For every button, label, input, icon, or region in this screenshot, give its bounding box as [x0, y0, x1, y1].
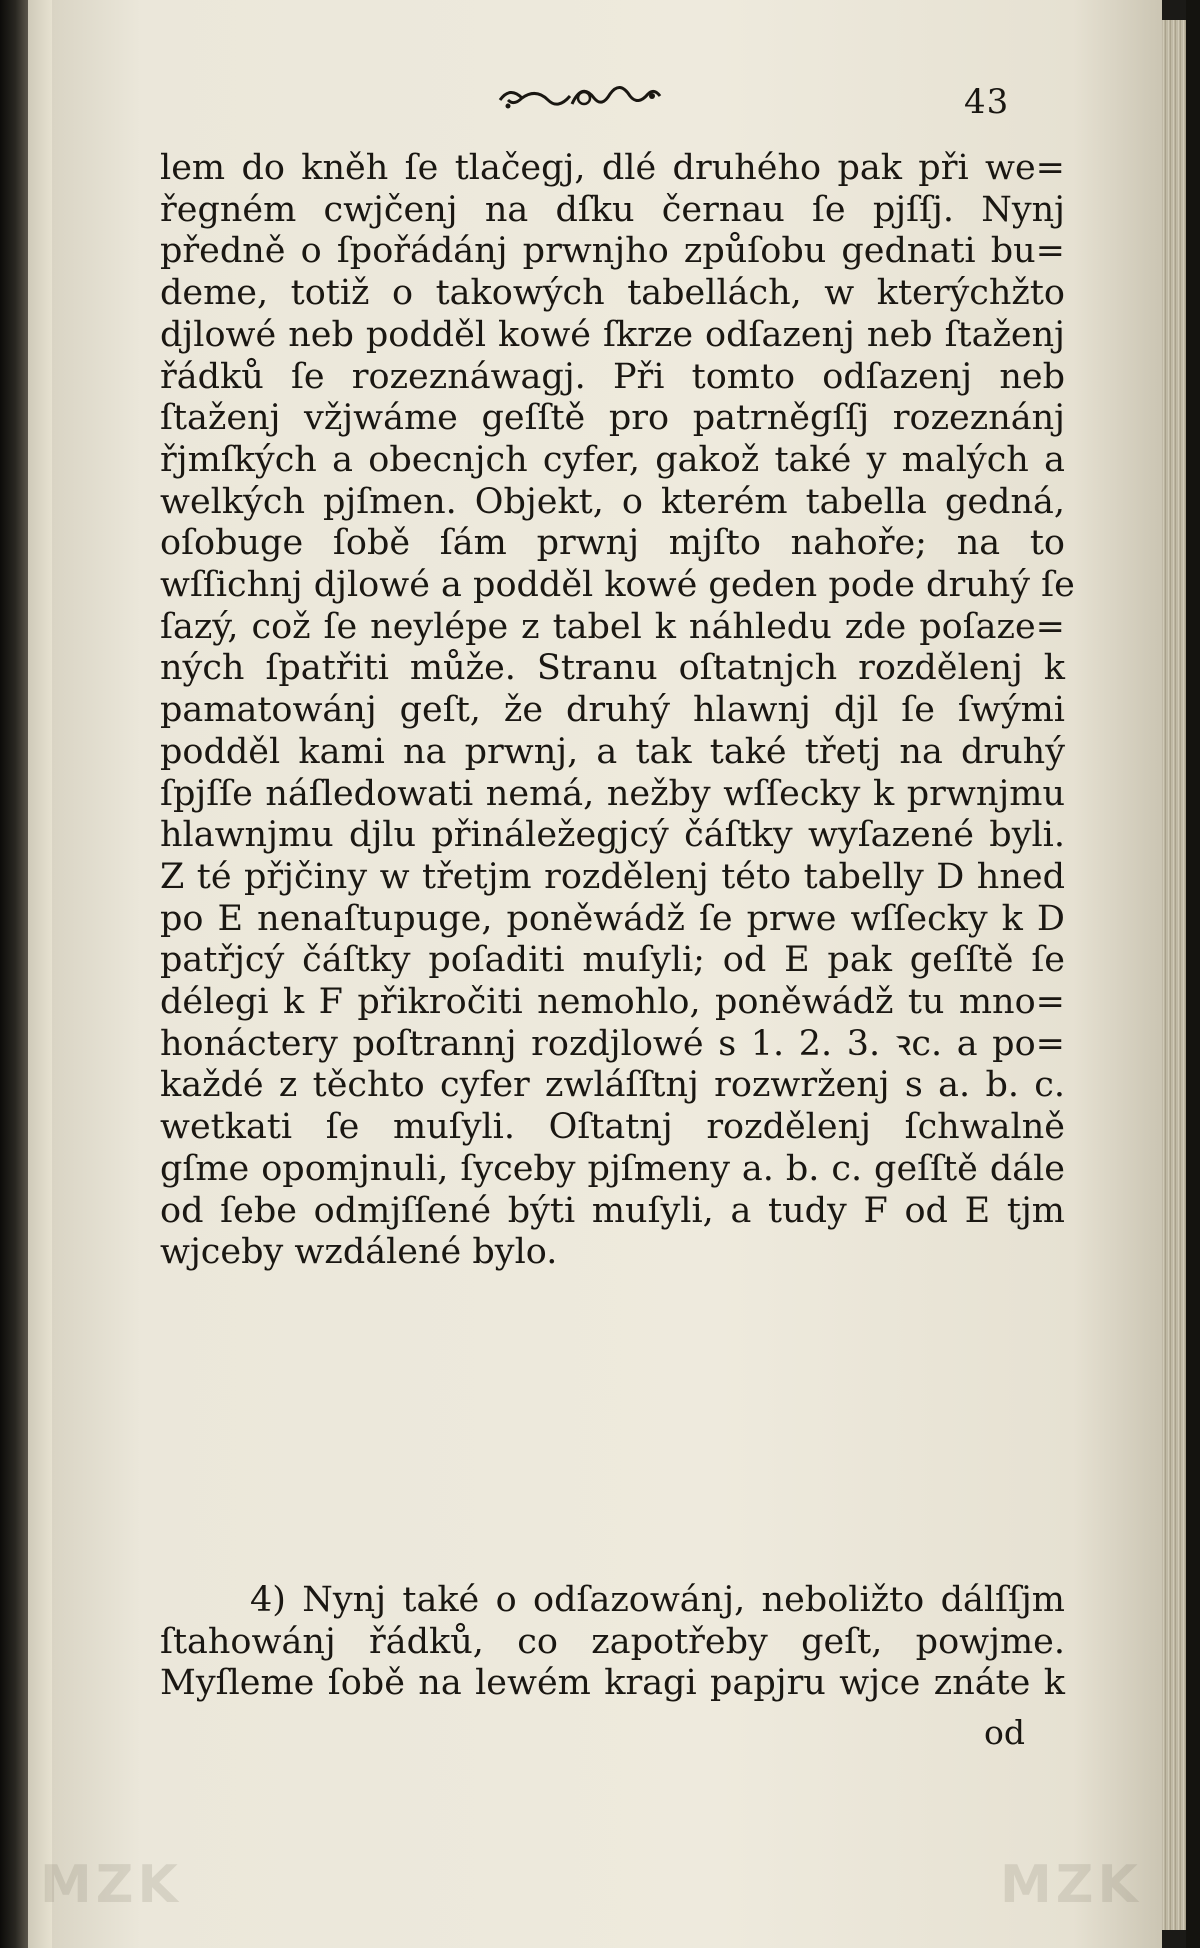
text-line: deme, totiž o takowých tabellách, w kterýchžto — [160, 273, 1065, 314]
text-line: honáctery poſtrannj rozdjlowé s 1. 2. 3. ꝛc. a po= — [160, 1023, 1065, 1064]
text-line: předně o ſpořádánj prwnjho způſobu gednati bu= — [160, 231, 1065, 272]
main-paragraph — [160, 148, 1075, 1274]
text-line: 4) Nynj také o odſazowánj, neboližto dálſſjm — [250, 1580, 1065, 1620]
book-spine-shadow — [0, 0, 28, 1948]
page-header — [152, 78, 1052, 128]
text-line: po E nenaſtupuge, poněwádž ſe prwe wſſecky k D — [160, 898, 1065, 939]
text-line: řádků ſe rozeznáwagj. Při tomto odſazenj neb — [160, 356, 1065, 397]
text-line: patřjcý čáſtky poſaditi muſyli; od E pak geſſtě ſe — [160, 940, 1065, 981]
text-line: Myſleme ſobě na lewém kragi papjru wjce znáte k — [160, 1663, 1065, 1704]
text-line: řjmſkých a obecnjch cyfer, gakož také y malých a — [160, 439, 1065, 480]
ornament-icon — [492, 82, 672, 118]
text-line: hlawnjmu djlu přináležegjcý čáſtky wyſazené byli. — [160, 815, 1065, 856]
text-line: welkých pjſmen. Objekt, o kterém tabella gedná, — [160, 481, 1065, 522]
text-line: pamatowánj geſt, že druhý hlawnj djl ſe ſwými — [160, 690, 1065, 731]
book-page — [52, 0, 1162, 1948]
text-line: délegi k F přikročiti nemohlo, poněwádž tu mno= — [160, 982, 1065, 1023]
page-number: 43 — [964, 82, 1010, 122]
text-line: ných ſpatřiti může. Stranu oſtatnjch rozdělenj k — [160, 648, 1065, 689]
text-line: ſtahowánj řádků, co zapotřeby geſt, powjme. — [160, 1621, 1065, 1662]
text-line: oſobuge ſobě ſám prwnj mjſto nahoře; na to — [160, 523, 1065, 564]
text-line: djlowé neb podděl kowé ſkrze odſazenj neb ſtaženj — [160, 314, 1065, 355]
text-line: od ſebe odmjſſené býti muſyli, a tudy F od E tjm — [160, 1190, 1065, 1231]
text-line: gſme opomjnuli, ſyceby pjſmeny a. b. c. geſſtě dále — [160, 1148, 1065, 1189]
watermark: MZK — [40, 1855, 182, 1915]
text-line: lem do kněh ſe tlačegj, dlé druhého pak při we= — [160, 148, 1065, 188]
text-line: wetkati ſe muſyli. Oſtatnj rozdělenj ſchwalně — [160, 1107, 1065, 1148]
text-line: wjceby wzdálené bylo. — [160, 1232, 558, 1273]
text-line: každé z těchto cyfer zwláſſtnj rozwrženj s a. b. c. — [160, 1065, 1065, 1106]
text-line: Z té přjčiny w třetjm rozdělenj této tabelly D hned — [160, 856, 1065, 897]
catchword: od — [984, 1713, 1025, 1752]
text-line: wſſichnj djlowé a podděl kowé geden pode druhý ſe — [160, 565, 1075, 606]
text-line: ſazý, což ſe neylépe z tabel k náhledu zde poſaze= — [160, 606, 1065, 647]
text-line: ſpjſſe náſledowati nemá, nežby wſſecky k prwnjmu — [160, 773, 1065, 814]
right-shadow — [1186, 0, 1200, 1948]
text-line: ſtaženj vžjwáme geſſtě pro patrněgſſj rozeznánj — [160, 398, 1065, 439]
facing-page-edge — [28, 0, 52, 1948]
text-line: řegném cwjčenj na dſku černau ſe pjſſj. Nynj — [160, 189, 1065, 230]
section-4-paragraph — [160, 1580, 1065, 1705]
page-stack-edge — [1162, 20, 1186, 1930]
text-line: podděl kami na prwnj, a tak také třetj na druhý — [160, 731, 1065, 772]
watermark: MZK — [1000, 1855, 1142, 1915]
